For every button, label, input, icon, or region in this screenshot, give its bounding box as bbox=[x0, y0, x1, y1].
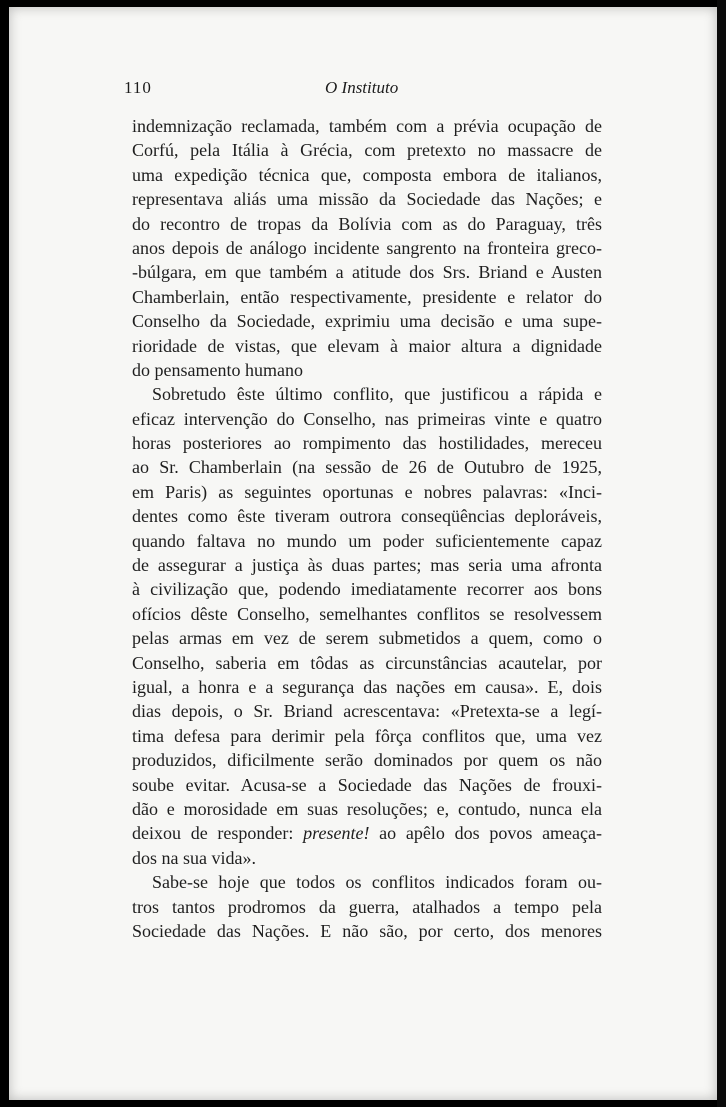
line-text-before: deixou de responder: bbox=[132, 823, 304, 844]
text-line: horas posteriores ao rompimento das hostilidades, mereceu bbox=[132, 433, 602, 454]
text-line: tros tantos prodromos da guerra, atalhados a tempo pela bbox=[132, 896, 602, 917]
text-line: eficaz intervenção do Conselho, nas primeiras vinte e quatro bbox=[132, 408, 602, 429]
text-line: pelas armas em vez de serem submetidos a quem, como o bbox=[132, 628, 602, 649]
text-line: dias depois, o Sr. Briand acrescentava: «Pretexta-se a legí- bbox=[132, 701, 602, 722]
text-line: ao Sr. Chamberlain (na sessão de 26 de Outubro de 1925, bbox=[132, 457, 602, 478]
text-line: rioridade de vistas, que elevam à maior altura a dignidade bbox=[132, 335, 602, 356]
text-line: quando faltava no mundo um poder suficientemente capaz bbox=[132, 530, 602, 551]
text-line: do pensamento humano bbox=[132, 359, 303, 380]
text-line: Conselho, saberia em tôdas as circunstâncias acautelar, por bbox=[132, 652, 602, 673]
text-line: anos depois de análogo incidente sangrento na fronteira greco- bbox=[132, 237, 602, 258]
text-line: dentes como êste tiveram outrora conseqüências deploráveis, bbox=[132, 506, 602, 527]
text-line: uma expedição técnica que, composta embora de italianos, bbox=[132, 164, 602, 185]
text-line: em Paris) as seguintes oportunas e nobres palavras: «Inci- bbox=[132, 481, 602, 502]
text-line: dos na sua vida». bbox=[132, 847, 256, 868]
scan-border bbox=[717, 0, 726, 1107]
text-line: Sabe-se hoje que todos os conflitos indicados foram ou- bbox=[152, 872, 602, 893]
text-line: tima defesa para derimir pela fôrça conflitos que, uma vez bbox=[132, 725, 602, 746]
text-line: do recontro de tropas da Bolívia com as do Paraguay, três bbox=[132, 213, 602, 234]
page-header bbox=[124, 74, 604, 104]
text-line: de assegurar a justiça às duas partes; mas seria uma afronta bbox=[132, 555, 602, 576]
text-line: ofícios dêste Conselho, semelhantes conflitos se resolvessem bbox=[132, 603, 602, 624]
text-line: igual, a honra e a segurança das nações em causa». E, dois bbox=[132, 676, 602, 697]
running-title: O Instituto bbox=[325, 78, 399, 97]
text-line: Conselho da Sociedade, exprimiu uma decisão e uma supe- bbox=[132, 311, 602, 332]
text-line: representava aliás uma missão da Sociedade das Nações; e bbox=[132, 189, 602, 210]
italic-emphasis: presente! bbox=[303, 823, 370, 844]
line-text-after: ao apêlo dos povos ameaça- bbox=[369, 823, 603, 844]
body-text bbox=[132, 114, 602, 943]
text-line: indemnização reclamada, também com a prévia ocupação de bbox=[132, 116, 602, 136]
text-line: produzidos, dificilmente serão dominados por quem os não bbox=[132, 750, 602, 771]
text-line: dão e morosidade em suas resoluções; e, contudo, nunca ela bbox=[132, 798, 602, 819]
text-line bbox=[132, 821, 602, 845]
text-line: soube evitar. Acusa-se a Sociedade das Nações de frouxi- bbox=[132, 774, 602, 795]
page-number: 110 bbox=[124, 78, 152, 97]
text-line: Corfú, pela Itália à Grécia, com pretexto no massacre de bbox=[132, 140, 602, 161]
text-line: à civilização que, podendo imediatamente recorrer aos bons bbox=[132, 579, 602, 600]
text-line: Sobretudo êste último conflito, que justificou a rápida e bbox=[152, 384, 602, 405]
text-line: Chamberlain, então respectivamente, presidente e relator do bbox=[132, 286, 602, 307]
text-line: -búlgara, em que também a atitude dos Srs. Briand e Austen bbox=[132, 262, 602, 283]
text-line: Sociedade das Nações. E não são, por certo, dos menores bbox=[132, 920, 602, 941]
